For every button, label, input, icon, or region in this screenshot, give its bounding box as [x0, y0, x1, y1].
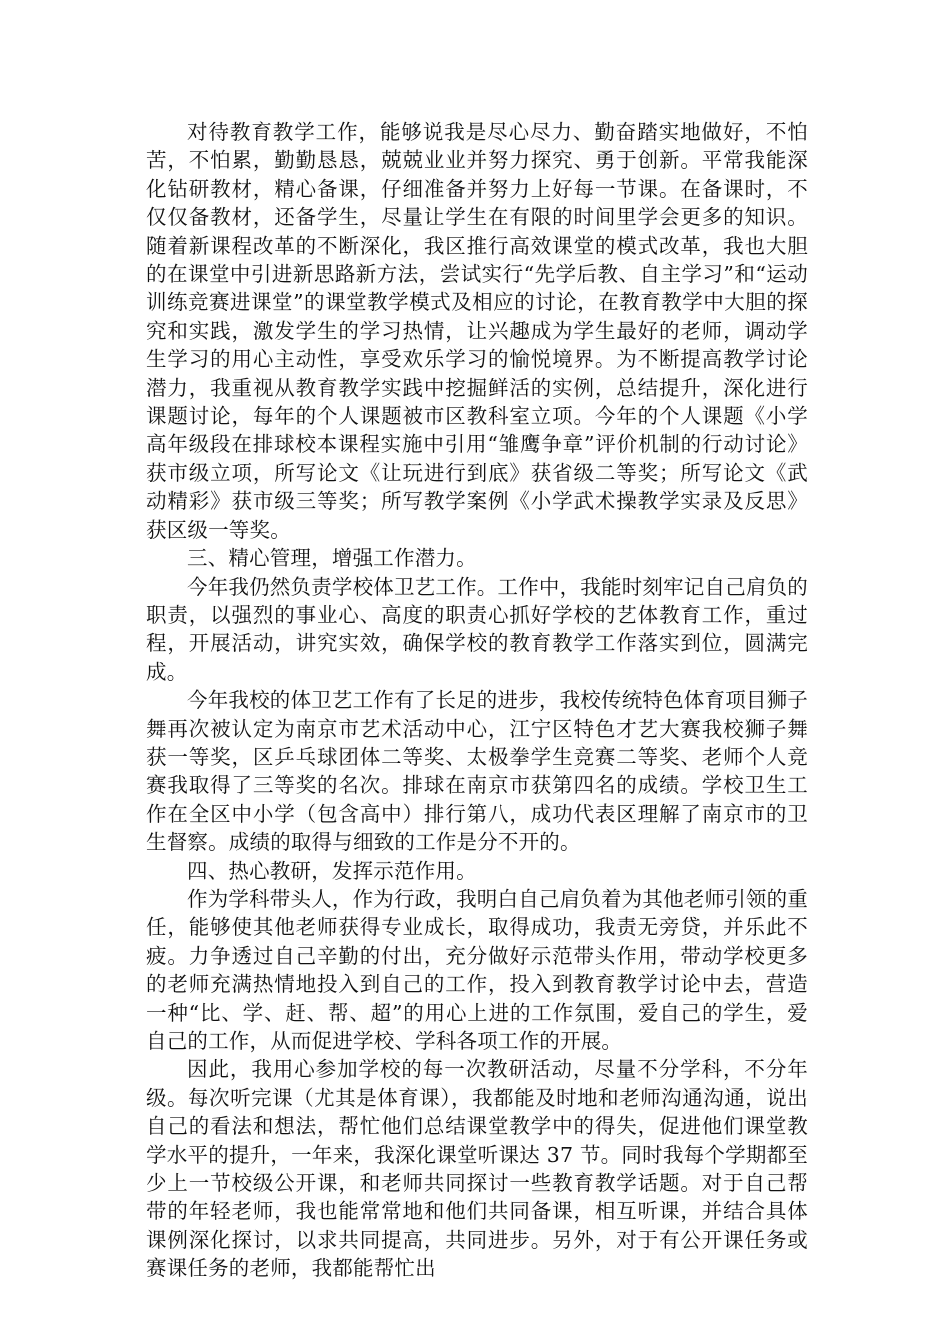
paragraph-teaching-work: 对待教育教学工作，能够说我是尽心尽力、勤奋踏实地做好，不怕苦，不怕累，勤勤恳恳，兢兢业业并努力探究、勇于创新。平常我能深化钻研教材，精心备课，仔细准备并努力上好每一节课。在备课时，不仅仅备教材，还备学生，尽量让学生在有限的时间里学会更多的知识。随着新课程改革的不断深化，我区推行高效课堂的模式改革，我也大胆的在课堂中引进新思路新方法，尝试实行“先学后教、自主学习”和“运动训练竞赛进课堂”的课堂教学模式及相应的讨论，在教育教学中大胆的探究和实践，激发学生的学习热情，让兴趣成为学生最好的老师，调动学生学习的用心主动性，享受欢乐学习的愉悦境界。为不断提高教学讨论潜力，我重视从教育教学实践中挖掘鲜活的实例，总结提升，深化进行课题讨论，每年的个人课题被市区教科室立项。今年的个人课题《小学高年级段在排球校本课程实施中引用“雏鹰争章”评价机制的行动讨论》获市级立项，所写论文《让玩进行到底》获省级二等奖；所写论文《武动精彩》获市级三等奖；所写教学案例《小学武术操教学实录及反思》获区级一等奖。: [146, 120, 808, 542]
document-body: [146, 118, 808, 1283]
paragraph-research-activities: 因此，我用心参加学校的每一次教研活动，尽量不分学科，不分年级。每次听完课（尤其是体育课），我都能及时地和老师沟通沟通，说出自己的看法和想法，帮忙他们总结课堂教学中的得失，促进他们课堂教学水平的提升，一年来，我深化课堂听课达 37 节。同时我每个学期都至少上一节校级公开课，和老师共同探讨一些教育教学话题。对于自己帮带的年轻老师，我也能常常地和他们共同备课，相互听课，并结合具体课例深化探讨，以求共同提高，共同进步。另外，对于有公开课任务或赛课任务的老师，我都能帮忙出: [146, 1057, 808, 1281]
section-heading-research: 四、热心教研，发挥示范作用。: [187, 858, 477, 883]
paragraph-sports-arts-achievements: 今年我校的体卫艺工作有了长足的进步，我校传统特色体育项目狮子舞再次被认定为南京市艺术活动中心，江宁区特色才艺大赛我校狮子舞获一等奖，区乒乓球团体二等奖、太极拳学生竞赛二等奖、老师个人竞赛我取得了三等奖的名次。排球在南京市获第四名的成绩。学校卫生工作在全区中小学（包含高中）排行第八，成功代表区理解了南京市的卫生督察。成绩的取得与细致的工作是分不开的。: [146, 688, 808, 855]
section-heading-management: 三、精心管理，增强工作潜力。: [187, 546, 477, 571]
paragraph-sports-arts-duty: 今年我仍然负责学校体卫艺工作。工作中，我能时刻牢记自己肩负的职责，以强烈的事业心、高度的职责心抓好学校的艺体教育工作，重过程，开展活动，讲究实效，确保学校的教育教学工作落实到位，圆满完成。: [146, 574, 808, 684]
paragraph-subject-leader: 作为学科带头人，作为行政，我明白自己肩负着为其他老师引领的重任，能够使其他老师获得专业成长，取得成功，我责无旁贷，并乐此不疲。力争透过自己辛勤的付出，充分做好示范带头作用，带动学校更多的老师充满热情地投入到自己的工作，投入到教育教学讨论中去，营造一种“比、学、赶、帮、超”的用心上进的工作氛围，爱自己的学生，爱自己的工作，从而促进学校、学科各项工作的开展。: [146, 886, 808, 1053]
